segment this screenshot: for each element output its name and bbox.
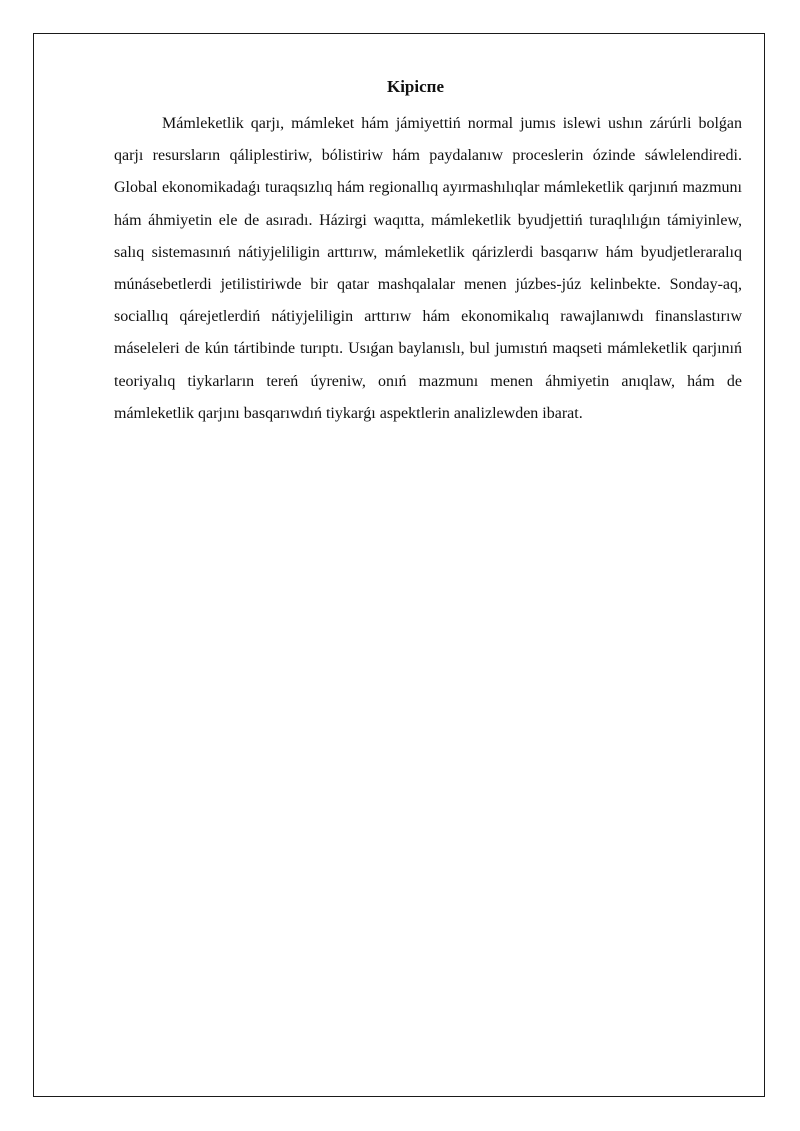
page-title: Kipicпe xyxy=(386,77,444,96)
introduction-paragraph: Mámleketlik qarjı, mámleket hám jámiyettiń normal jumıs islewi ushın zárúrli bolǵan qarjı resursların qáliplestiriw, bólistiriw hám paydalanıw proceslerin ózinde sáwlelendiredi. Global ekonomikadaǵı turaqsızlıq hám regionallıq ayırmashılıqlar mámleketlik qarjınıń mazmunı hám áhmiyetin ele de asıradı. Házirgi waqıtta, mámleketlik byudjettiń turaqlılıǵın támiyinlew, salıq sistemasınıń nátiyjeliligin arttırıw, mámleketlik qárizlerdi basqarıw hám byudjetleraralıq múnásebetlerdi jetilistiriwde bir qatar mashqalalar menen júzbes-júz kelinbekte. Sonday-aq, sociallıq qárejetlerdiń nátiyjeliligin arttırıw hám ekonomikalıq rawajlanıwdı finanslastırıw máseleleri de kún tártibinde turıptı. Usıǵan baylanıslı, bul jumıstıń maqseti mámleketlik qarjınıń teoriyalıq tiykarların tereń úyreniw, onıń mazmunı menen áhmiyetin anıqlaw, hám de mámleketlik qarjını basqarıwdıń tiykarǵı aspektlerin analizlewden ibarat. xyxy=(114,115,742,422)
